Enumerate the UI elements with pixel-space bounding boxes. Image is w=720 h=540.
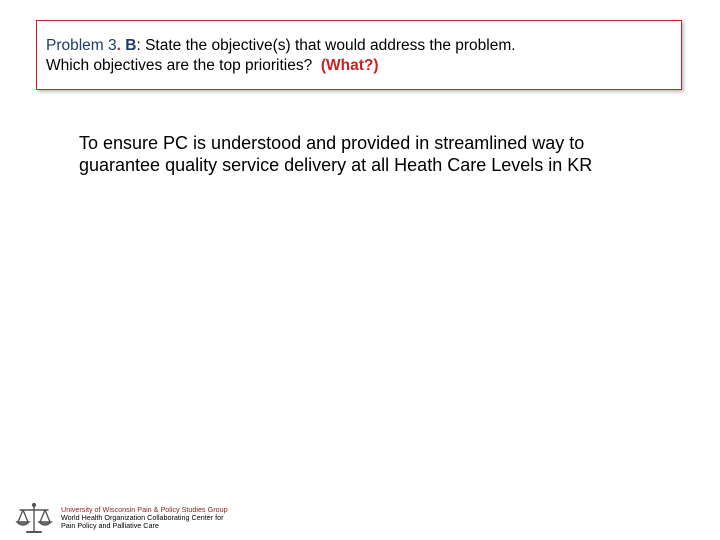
title-line-1-rest: : State the objective(s) that would address the problem.	[136, 37, 516, 54]
objective-line-1: To ensure PC is understood and provided in streamlined way to	[79, 133, 585, 153]
title-b-label: B	[125, 37, 137, 54]
title-problem-label: Problem 3	[46, 37, 117, 54]
scales-of-justice-icon	[14, 502, 54, 536]
title-what-label: (What?)	[320, 57, 379, 74]
title-dot: .	[116, 37, 121, 54]
footer-text	[61, 506, 228, 531]
title-line-1	[46, 36, 681, 56]
title-line-2	[46, 56, 681, 76]
footer-line-2: World Health Organization Collaborating Center for	[61, 513, 224, 523]
objective-text	[79, 132, 679, 176]
footer	[14, 500, 314, 536]
title-line-2-main: Which objectives are the top priorities?	[46, 57, 313, 74]
footer-line-3: Pain Policy and Palliative Care	[61, 521, 159, 531]
slide-title-box	[36, 20, 682, 90]
objective-line-2: guarantee quality service delivery at all Heath Care Levels in KR	[79, 155, 593, 175]
footer-line-1: University of Wisconsin Pain & Policy Studies Group	[61, 505, 228, 514]
